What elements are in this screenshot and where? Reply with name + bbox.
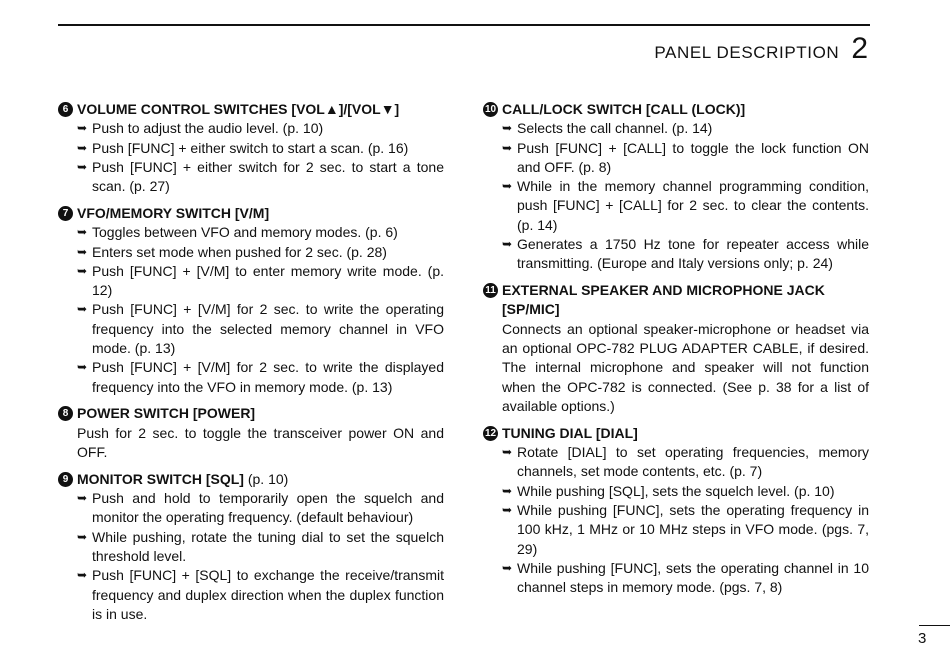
arrow-bullet-icon: ➥ xyxy=(77,244,88,259)
bullet-item xyxy=(483,482,869,501)
item-section xyxy=(58,204,444,397)
bullet-item xyxy=(483,501,869,559)
item-heading-page-ref: (p. 10) xyxy=(243,470,289,487)
item-heading-text xyxy=(77,204,444,223)
page-number: 3 xyxy=(918,630,927,647)
right-column xyxy=(483,100,869,605)
item-heading-label: VOLUME CONTROL SWITCHES [VOL▲]/[VOL▼] xyxy=(77,101,400,117)
bullet-text: Generates a 1750 Hz tone for repeater access while transmitting. (Europe and Italy versions only; p. 24) xyxy=(517,236,869,272)
item-heading-text xyxy=(77,470,444,489)
item-number-badge: 9 xyxy=(58,472,73,487)
bullet-text: Push [FUNC] + [V/M] for 2 sec. to write the operating frequency into the selected memory channel in VFO mode. (p. 13) xyxy=(92,301,444,357)
arrow-bullet-icon: ➥ xyxy=(502,560,513,575)
bullet-text: Rotate [DIAL] to set operating frequencies, memory channels, set mode contents, etc. (p. 7) xyxy=(517,444,869,480)
item-section xyxy=(483,100,869,274)
bullet-text: While in the memory channel programming condition, push [FUNC] + [CALL] for 2 sec. to clear the contents. (p. 14) xyxy=(517,178,869,233)
bullet-text: Selects the call channel. (p. 14) xyxy=(517,120,713,137)
bullet-item xyxy=(483,443,869,482)
item-number-badge: 7 xyxy=(58,206,73,221)
arrow-bullet-icon: ➥ xyxy=(502,237,513,252)
bullet-text: While pushing [SQL], sets the squelch level. (p. 10) xyxy=(517,482,835,499)
arrow-bullet-icon: ➥ xyxy=(502,121,513,136)
bullet-item xyxy=(58,566,444,624)
arrow-bullet-icon: ➥ xyxy=(77,121,88,136)
item-heading-label: VFO/MEMORY SWITCH [V/M] xyxy=(77,204,270,221)
arrow-bullet-icon: ➥ xyxy=(502,179,513,194)
item-number-badge: 12 xyxy=(483,426,498,441)
bullet-item xyxy=(58,358,444,397)
item-section xyxy=(483,281,869,416)
arrow-bullet-icon: ➥ xyxy=(77,568,88,583)
item-number-badge: 6 xyxy=(58,102,73,117)
item-heading xyxy=(483,281,869,320)
bullet-text: Push to adjust the audio level. (p. 10) xyxy=(92,120,324,137)
item-description: Connects an optional speaker-microphone or headset via an optional OPC-782 PLUG ADAPTER CABLE, if desired. The internal microphone and speaker will not function when the OPC-782 is connected. (See p. 38 for a list of available options.) xyxy=(502,320,869,414)
bullet-item xyxy=(483,235,869,274)
item-heading-label: EXTERNAL SPEAKER AND MICROPHONE JACK [SP/MIC] xyxy=(502,282,825,318)
bullet-item xyxy=(58,119,444,138)
bullet-text: Enters set mode when pushed for 2 sec. (p. 28) xyxy=(92,243,387,260)
bullet-text: Push [FUNC] + either switch to start a scan. (p. 16) xyxy=(92,139,409,156)
left-column xyxy=(58,100,444,632)
item-heading-text xyxy=(502,424,869,443)
item-heading xyxy=(58,100,444,119)
bullet-text: Push [FUNC] + [V/M] to enter memory write mode. (p. 12) xyxy=(92,262,444,299)
bullet-item xyxy=(483,139,869,178)
item-section xyxy=(58,470,444,624)
item-heading-label: MONITOR SWITCH [SQL] xyxy=(77,470,244,487)
item-heading xyxy=(483,424,869,443)
bullet-item xyxy=(483,177,869,235)
bullet-item xyxy=(58,262,444,301)
item-heading xyxy=(483,100,869,119)
bullet-text: While pushing, rotate the tuning dial to set the squelch threshold level. xyxy=(92,528,444,565)
arrow-bullet-icon: ➥ xyxy=(77,302,88,317)
item-heading-label: CALL/LOCK SWITCH [CALL (LOCK)] xyxy=(502,101,746,117)
bullet-text: While pushing [FUNC], sets the operating frequency in 100 kHz, 1 MHz or 10 MHz steps in VFO mode. (pgs. 7, 29) xyxy=(517,501,869,557)
chapter-number: 2 xyxy=(851,32,868,65)
item-section xyxy=(58,404,444,462)
bullet-text: Push [FUNC] + [CALL] to toggle the lock function ON and OFF. (p. 8) xyxy=(517,139,869,175)
arrow-bullet-icon: ➥ xyxy=(502,445,513,460)
section-title: PANEL DESCRIPTION xyxy=(654,43,840,62)
bullet-text: Push [FUNC] + [SQL] to exchange the receive/transmit frequency and duplex direction when the duplex function is in use. xyxy=(92,567,444,622)
item-number-badge: 10 xyxy=(483,102,498,117)
bullet-item xyxy=(58,139,444,158)
item-heading-label: POWER SWITCH [POWER] xyxy=(77,405,256,422)
bullet-text: Toggles between VFO and memory modes. (p. 6) xyxy=(92,224,398,241)
item-heading xyxy=(58,470,444,489)
item-heading-text xyxy=(77,404,444,423)
item-section xyxy=(483,424,869,598)
arrow-bullet-icon: ➥ xyxy=(77,491,88,506)
bullet-item xyxy=(58,528,444,567)
bullet-item xyxy=(58,489,444,528)
item-description: Push for 2 sec. to toggle the transceiver power ON and OFF. xyxy=(77,424,444,461)
bullet-item xyxy=(58,243,444,262)
arrow-bullet-icon: ➥ xyxy=(77,159,88,174)
item-number-badge: 11 xyxy=(483,283,498,298)
bullet-item xyxy=(483,559,869,598)
arrow-bullet-icon: ➥ xyxy=(77,263,88,278)
arrow-bullet-icon: ➥ xyxy=(502,502,513,517)
arrow-bullet-icon: ➥ xyxy=(77,360,88,375)
page-header xyxy=(654,32,868,66)
bullet-text: While pushing [FUNC], sets the operating channel in 10 channel steps in memory mode. (pgs. 7, 8) xyxy=(517,559,869,596)
arrow-bullet-icon: ➥ xyxy=(502,140,513,155)
bullet-text: Push [FUNC] + [V/M] for 2 sec. to write the displayed frequency into the VFO in memory mode. (p. 13) xyxy=(92,359,444,395)
item-heading-text xyxy=(77,100,444,119)
bullet-item xyxy=(58,223,444,242)
bullet-text: Push [FUNC] + either switch for 2 sec. to start a tone scan. (p. 27) xyxy=(92,158,444,195)
folio-rule xyxy=(919,625,950,626)
bullet-item xyxy=(58,158,444,197)
arrow-bullet-icon: ➥ xyxy=(77,529,88,544)
item-section xyxy=(58,100,444,196)
arrow-bullet-icon: ➥ xyxy=(77,140,88,155)
top-rule xyxy=(58,24,870,26)
arrow-bullet-icon: ➥ xyxy=(77,225,88,240)
bullet-item xyxy=(483,119,869,138)
item-heading xyxy=(58,204,444,223)
item-heading-text xyxy=(502,281,869,320)
item-heading xyxy=(58,404,444,423)
arrow-bullet-icon: ➥ xyxy=(502,483,513,498)
bullet-text: Push and hold to temporarily open the squelch and monitor the operating frequency. (default behaviour) xyxy=(92,490,444,526)
item-number-badge: 8 xyxy=(58,406,73,421)
item-heading-label: TUNING DIAL [DIAL] xyxy=(502,424,638,441)
bullet-item xyxy=(58,300,444,358)
item-heading-text xyxy=(502,100,869,119)
